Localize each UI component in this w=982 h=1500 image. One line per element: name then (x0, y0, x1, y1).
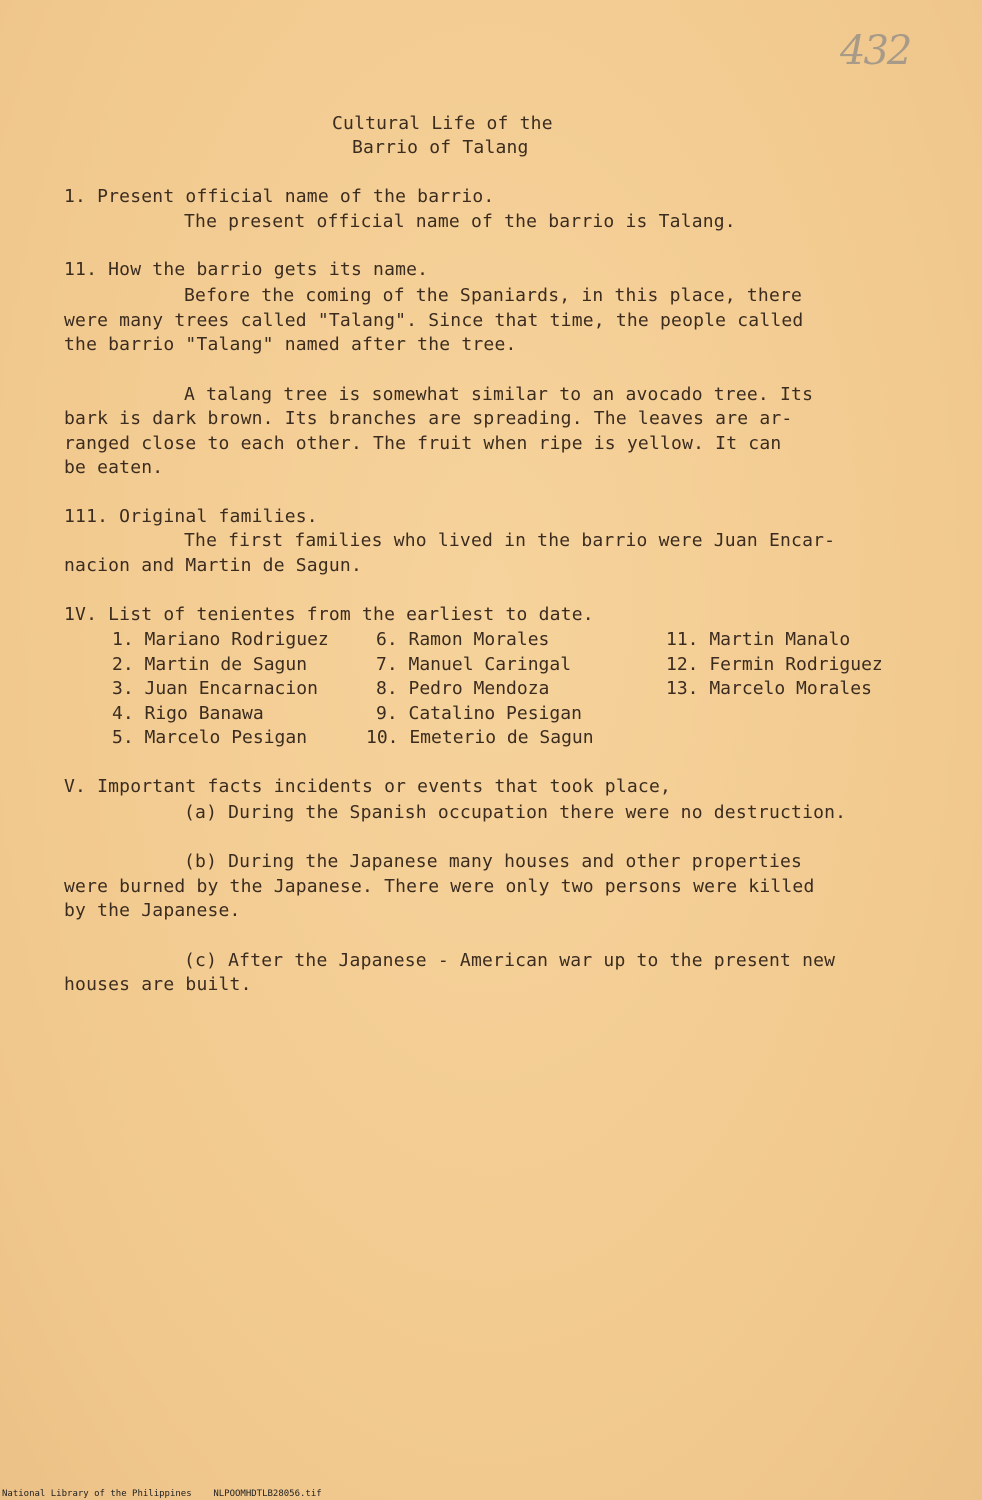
section-5-item-a: (a) During the Spanish occupation there were no destruction. (184, 802, 847, 823)
teniente-item: 8. Pedro Mendoza (376, 678, 550, 699)
teniente-item: 1. Mariano Rodriguez (112, 629, 329, 650)
section-4-heading: 1V. List of tenientes from the earliest to date. (64, 604, 594, 625)
section-2-paragraph-2-line: be eaten. (64, 457, 164, 478)
teniente-item: 4. Rigo Banawa (112, 702, 264, 724)
section-2-body-line: were many trees called "Talang". Since that time, the people called (64, 310, 804, 331)
section-2-paragraph-2-line: A talang tree is somewhat similar to an avocado tree. Its (184, 384, 814, 405)
section-2-heading: 11. How the barrio gets its name. (64, 259, 429, 280)
teniente-item: 2. Martin de Sagun (112, 653, 308, 675)
section-1-body-line: The present official name of the barrio is Talang. (184, 211, 736, 232)
tenientes-column-2 (366, 628, 594, 751)
page-number-handwritten: 432 (840, 28, 911, 74)
teniente-item: 5. Marcelo Pesigan (112, 727, 308, 748)
section-2-paragraph-2-line: bark is dark brown. Its branches are spreading. The leaves are ar- (64, 408, 793, 429)
teniente-item: 9. Catalino Pesigan (376, 702, 582, 724)
teniente-item: 11. Martin Manalo (666, 629, 851, 650)
tenientes-column-3 (666, 628, 883, 702)
section-3-body-line: nacion and Martin de Sagun. (64, 555, 362, 576)
section-5-heading: V. Important facts incidents or events that took place, (64, 776, 672, 797)
section-3-heading: 111. Original families. (64, 506, 318, 527)
teniente-item: 12. Fermin Rodriguez (666, 653, 883, 675)
section-2-paragraph-2-line: ranged close to each other. The fruit when ripe is yellow. It can (64, 433, 782, 454)
teniente-item: 10. Emeterio de Sagun (366, 727, 594, 748)
section-5-item-b-line: by the Japanese. (64, 900, 241, 921)
teniente-item: 3. Juan Encarnacion (112, 678, 318, 699)
section-1-heading: 1. Present official name of the barrio. (64, 186, 495, 207)
archive-footer: National Library of the Philippines NLPOOMHDTLB28056.tif (2, 1489, 322, 1499)
section-5-item-b-line: were burned by the Japanese. There were only two persons were killed (64, 876, 815, 897)
section-2-body-line: the barrio "Talang" named after the tree. (64, 334, 517, 355)
section-5-item-c-line: (c) After the Japanese - American war up to the present new (184, 950, 836, 971)
teniente-item: 6. Ramon Morales (376, 629, 550, 650)
tenientes-column-1 (112, 628, 329, 751)
teniente-item: 7. Manuel Caringal (376, 653, 572, 675)
section-5-item-c-line: houses are built. (64, 974, 252, 995)
teniente-item: 13. Marcelo Morales (666, 678, 872, 699)
section-2-body-line: Before the coming of the Spaniards, in this place, there (184, 285, 803, 306)
section-3-body-line: The first families who lived in the barrio were Juan Encar- (184, 530, 836, 551)
title-line-2: Barrio of Talang (352, 137, 529, 158)
section-5-item-b-line: (b) During the Japanese many houses and other properties (184, 851, 803, 872)
title-line-1: Cultural Life of the (332, 113, 553, 134)
